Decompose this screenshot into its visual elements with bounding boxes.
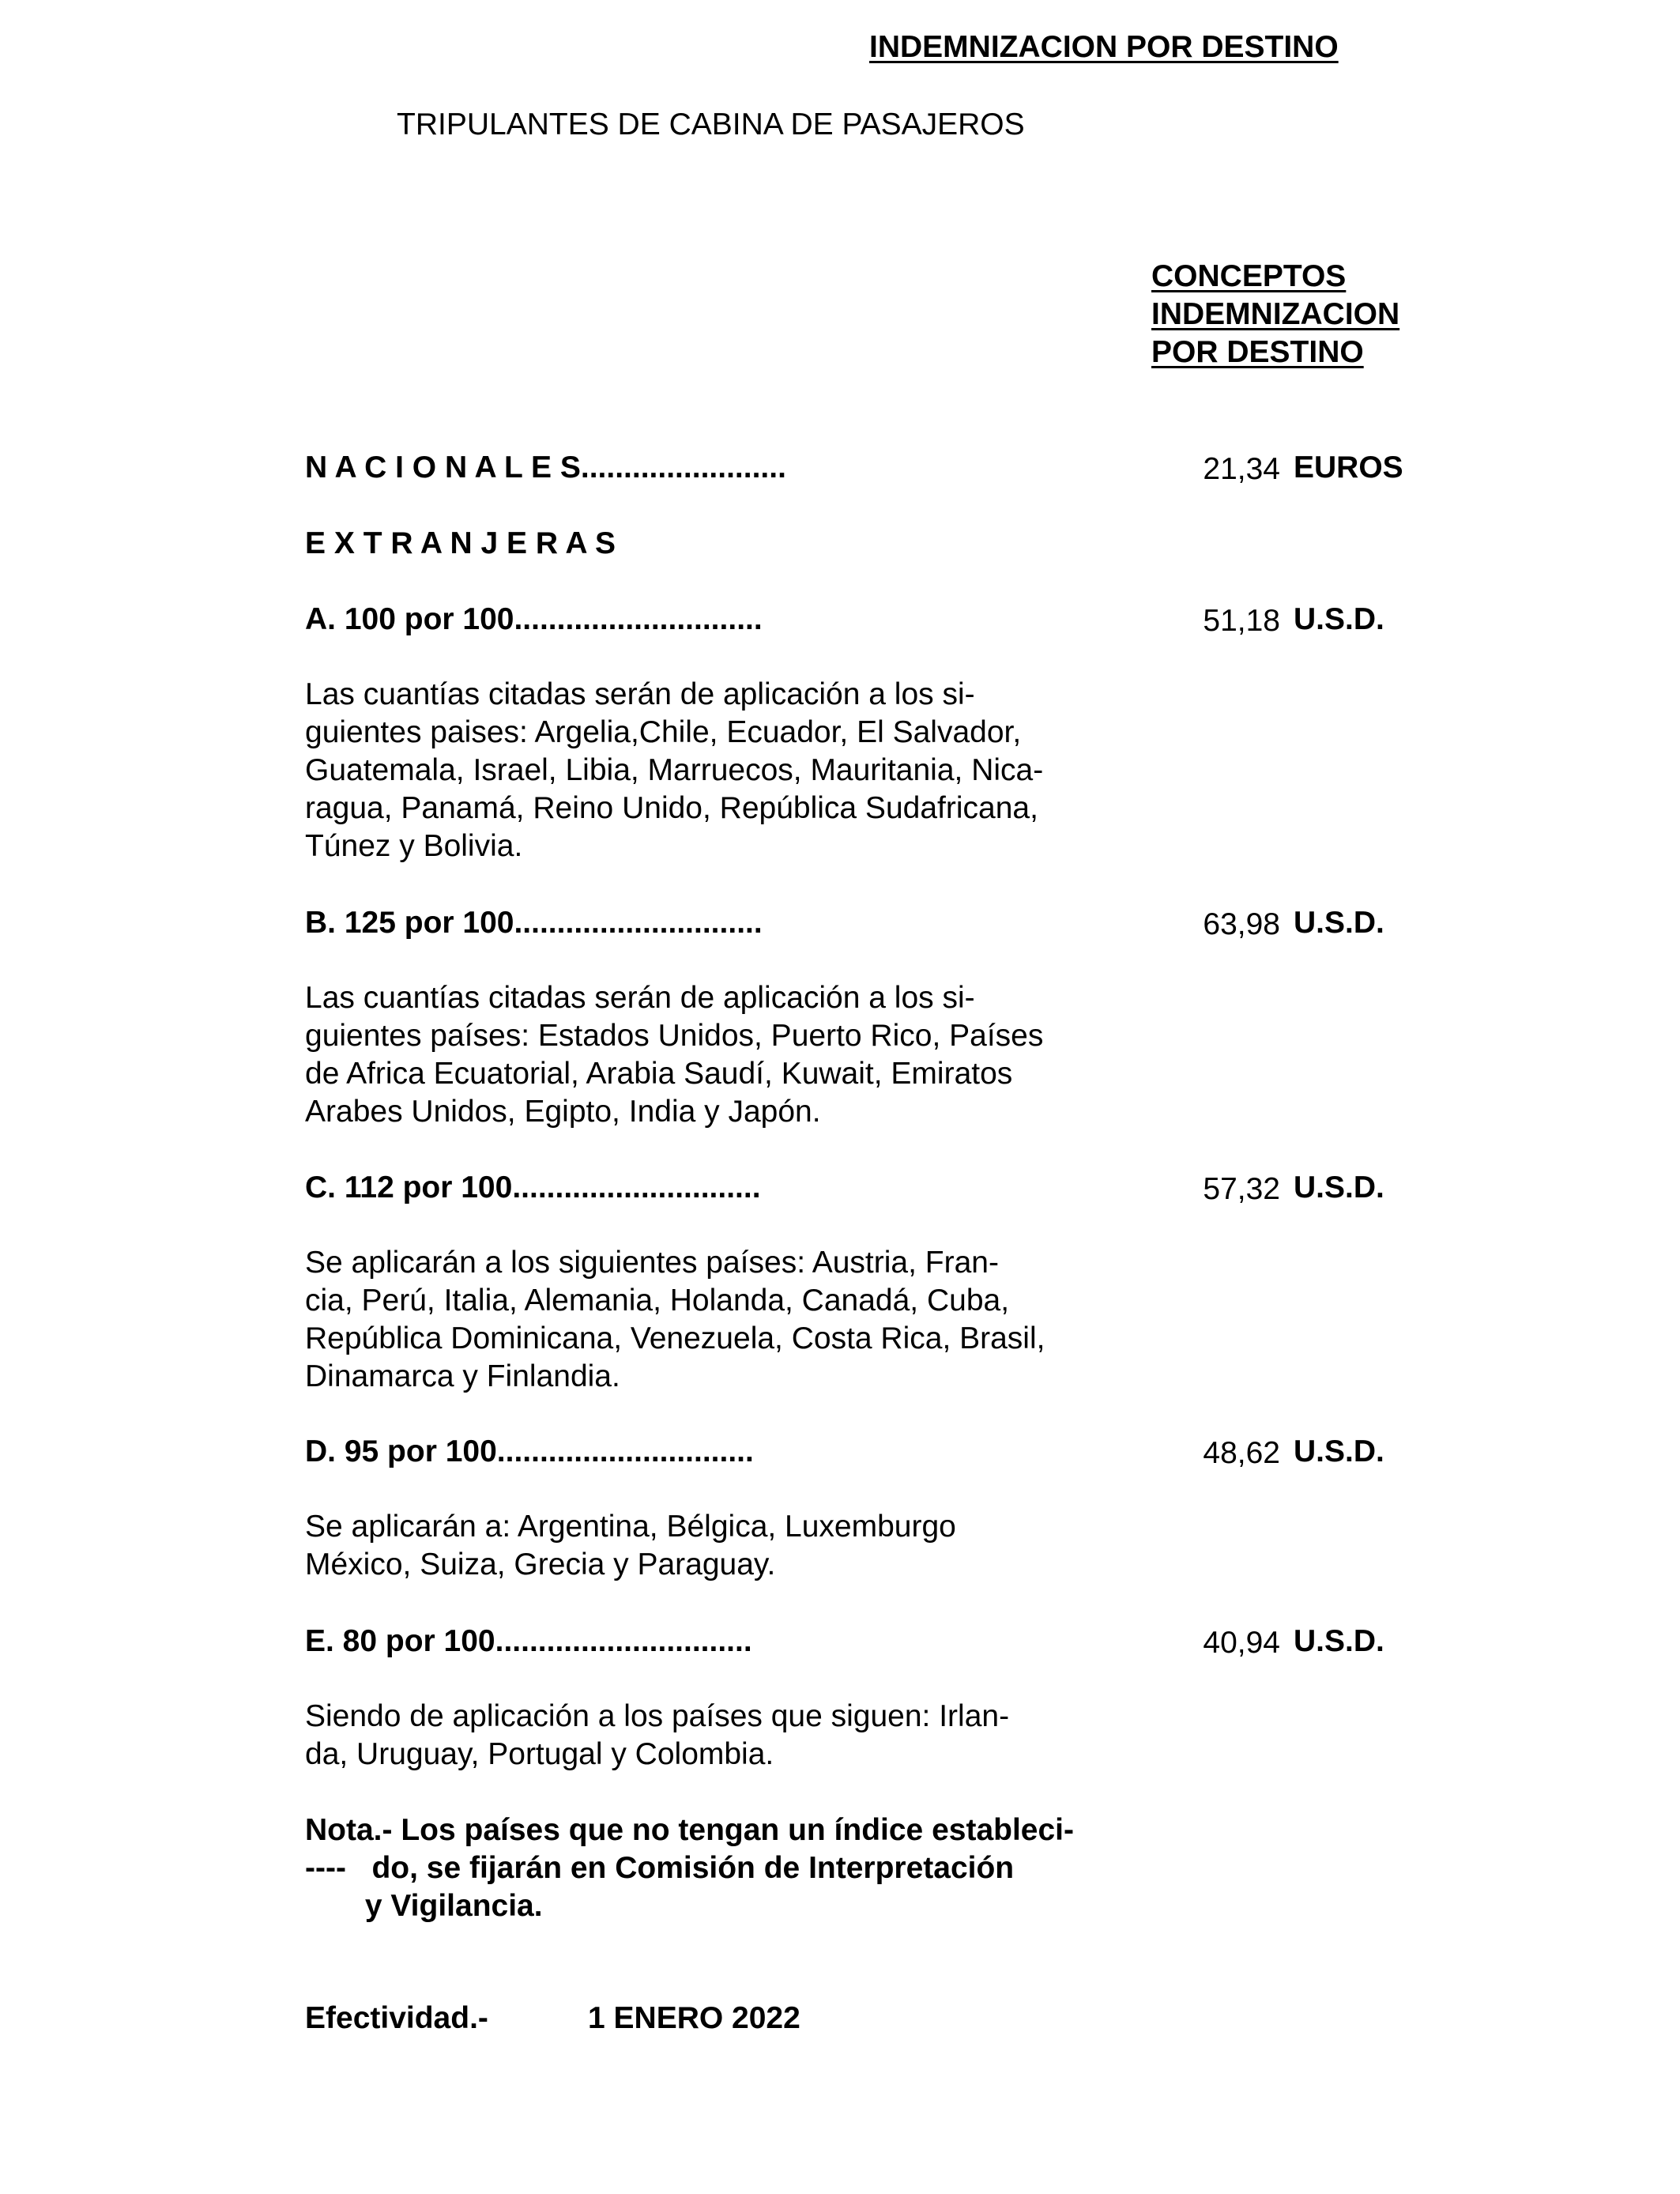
group-d-amount: 48,62	[1203, 1436, 1280, 1470]
concepts-heading-line: POR DESTINO	[1151, 335, 1364, 369]
description-line: México, Suiza, Grecia y Paraguay.	[305, 1547, 776, 1581]
description-line: Túnez y Bolivia.	[305, 829, 523, 863]
group-d-unit: U.S.D.	[1294, 1434, 1384, 1468]
group-d-label: D. 95 por 100..............................	[305, 1434, 754, 1468]
concepts-column-heading	[1151, 258, 1399, 371]
description-line: Siendo de aplicación a los países que siguen: Irlan-	[305, 1699, 1010, 1733]
note-line: ---- do, se fijarán en Comisión de Interpretación	[305, 1851, 1015, 1885]
group-c-label: C. 112 por 100.............................	[305, 1171, 761, 1204]
nacionales-label: N A C I O N A L E S........................	[305, 450, 786, 484]
description-line: guientes paises: Argelia,Chile, Ecuador, El Salvador,	[305, 715, 1022, 749]
extranjeras-label: E X T R A N J E R A S	[305, 526, 616, 560]
group-a-description	[305, 676, 1135, 865]
description-line: República Dominicana, Venezuela, Costa Rica, Brasil,	[305, 1321, 1045, 1355]
description-line: Las cuantías citadas serán de aplicación a los si-	[305, 677, 975, 711]
effectivity-label: Efectividad.-	[305, 2001, 488, 2035]
nacionales-unit: EUROS	[1294, 450, 1403, 484]
description-line: Se aplicarán a: Argentina, Bélgica, Luxemburgo	[305, 1510, 956, 1544]
group-c-description	[305, 1244, 1135, 1396]
description-line: Se aplicarán a los siguientes países: Austria, Fran-	[305, 1246, 999, 1280]
description-line: de Africa Ecuatorial, Arabia Saudí, Kuwait, Emiratos	[305, 1057, 1013, 1091]
group-b-amount: 63,98	[1203, 907, 1280, 941]
page-subtitle: TRIPULANTES DE CABINA DE PASAJEROS	[397, 107, 1025, 141]
group-e-description	[305, 1698, 1135, 1774]
group-a-label: A. 100 por 100.............................	[305, 602, 763, 636]
description-line: Guatemala, Israel, Libia, Marruecos, Mauritania, Nica-	[305, 753, 1044, 787]
description-line: Las cuantías citadas serán de aplicación a los si-	[305, 981, 975, 1015]
group-e-unit: U.S.D.	[1294, 1624, 1384, 1658]
group-d-description	[305, 1508, 1135, 1584]
effectivity-date: 1 ENERO 2022	[588, 2001, 800, 2035]
description-line: da, Uruguay, Portugal y Colombia.	[305, 1737, 774, 1771]
group-e-amount: 40,94	[1203, 1626, 1280, 1660]
description-line: guientes países: Estados Unidos, Puerto Rico, Países	[305, 1019, 1044, 1053]
group-c-amount: 57,32	[1203, 1172, 1280, 1206]
group-b-unit: U.S.D.	[1294, 906, 1384, 940]
note-block	[305, 1811, 1074, 1925]
note-line: y Vigilancia.	[305, 1889, 543, 1923]
description-line: Arabes Unidos, Egipto, India y Japón.	[305, 1095, 821, 1129]
group-a-amount: 51,18	[1203, 604, 1280, 638]
note-line: Nota.- Los países que no tengan un índice estableci-	[305, 1813, 1075, 1847]
page-title: INDEMNIZACION POR DESTINO	[869, 30, 1339, 64]
group-a-unit: U.S.D.	[1294, 602, 1384, 636]
concepts-heading-line: INDEMNIZACION	[1151, 297, 1400, 331]
nacionales-amount: 21,34	[1203, 452, 1280, 486]
description-line: cia, Perú, Italia, Alemania, Holanda, Canadá, Cuba,	[305, 1284, 1010, 1318]
group-c-unit: U.S.D.	[1294, 1171, 1384, 1204]
group-b-label: B. 125 por 100.............................	[305, 906, 763, 940]
description-line: ragua, Panamá, Reino Unido, República Sudafricana,	[305, 791, 1038, 825]
group-b-description	[305, 979, 1135, 1131]
group-e-label: E. 80 por 100..............................	[305, 1624, 752, 1658]
concepts-heading-line: CONCEPTOS	[1151, 259, 1347, 293]
description-line: Dinamarca y Finlandia.	[305, 1359, 620, 1393]
